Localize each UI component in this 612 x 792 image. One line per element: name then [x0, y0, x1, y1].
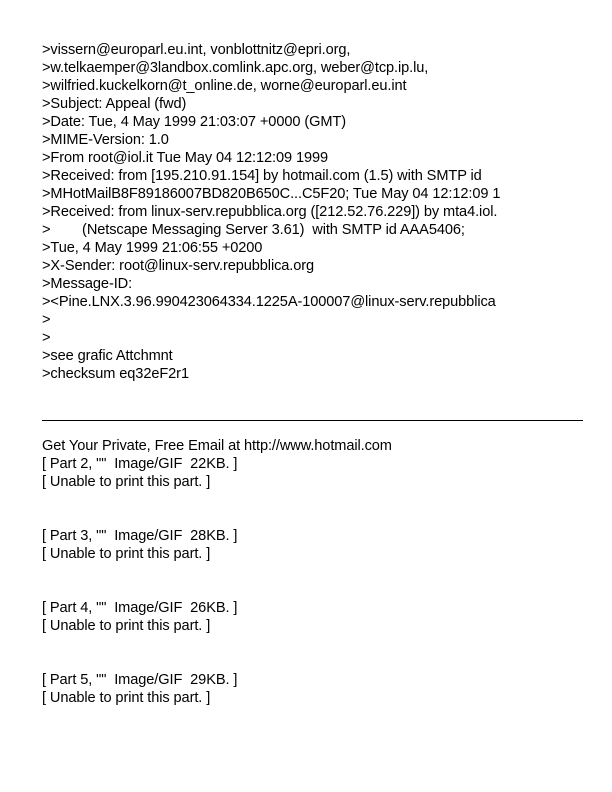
header-line: > (Netscape Messaging Server 3.61) with SMTP id AAA5406;: [42, 222, 465, 238]
attachment-part-note: [ Unable to print this part. ]: [42, 690, 211, 706]
footer-text: Get Your Private, Free Email at http://www.hotmail.com: [42, 438, 392, 454]
mime-version-line: >MIME-Version: 1.0: [42, 132, 169, 148]
attachment-part-note: [ Unable to print this part. ]: [42, 474, 211, 490]
header-line: >vissern@europarl.eu.int, vonblottnitz@epri.org,: [42, 42, 351, 58]
from-line: >From root@iol.it Tue May 04 12:12:09 1999: [42, 150, 329, 166]
attachment-part-note: [ Unable to print this part. ]: [42, 618, 211, 634]
header-line: >w.telkaemper@3landbox.comlink.apc.org, weber@tcp.ip.lu,: [42, 60, 429, 76]
header-line: >wilfried.kuckelkorn@t_online.de, worne@europarl.eu.int: [42, 78, 407, 94]
attachment-part-label: [ Part 5, "" Image/GIF 29KB. ]: [42, 672, 238, 688]
attachment-part-label: [ Part 2, "" Image/GIF 22KB. ]: [42, 456, 238, 472]
received-line: >Received: from linux-serv.repubblica.org ([212.52.76.229]) by mta4.iol.: [42, 204, 498, 220]
received-line: >Received: from [195.210.91.154] by hotmail.com (1.5) with SMTP id: [42, 168, 482, 184]
date-line: >Date: Tue, 4 May 1999 21:03:07 +0000 (GMT): [42, 114, 346, 130]
checksum-line: >checksum eq32eF2r1: [42, 366, 189, 382]
x-sender-line: >X-Sender: root@linux-serv.repubblica.org: [42, 258, 315, 274]
message-id-line: >Message-ID:: [42, 276, 133, 292]
quote-marker-line: >: [42, 312, 51, 328]
body-line: >see grafic Attchmnt: [42, 348, 173, 364]
header-line: >MHotMailB8F89186007BD820B650C...C5F20; Tue May 04 12:12:09 1: [42, 186, 501, 202]
separator-rule: [42, 420, 583, 421]
attachment-part-label: [ Part 3, "" Image/GIF 28KB. ]: [42, 528, 238, 544]
header-line: >Tue, 4 May 1999 21:06:55 +0200: [42, 240, 263, 256]
attachment-part-label: [ Part 4, "" Image/GIF 26KB. ]: [42, 600, 238, 616]
message-id-value-line: ><Pine.LNX.3.96.990423064334.1225A-100007@linux-serv.repubblica: [42, 294, 496, 310]
subject-line: >Subject: Appeal (fwd): [42, 96, 187, 112]
quote-marker-line: >: [42, 330, 51, 346]
attachment-part-note: [ Unable to print this part. ]: [42, 546, 211, 562]
